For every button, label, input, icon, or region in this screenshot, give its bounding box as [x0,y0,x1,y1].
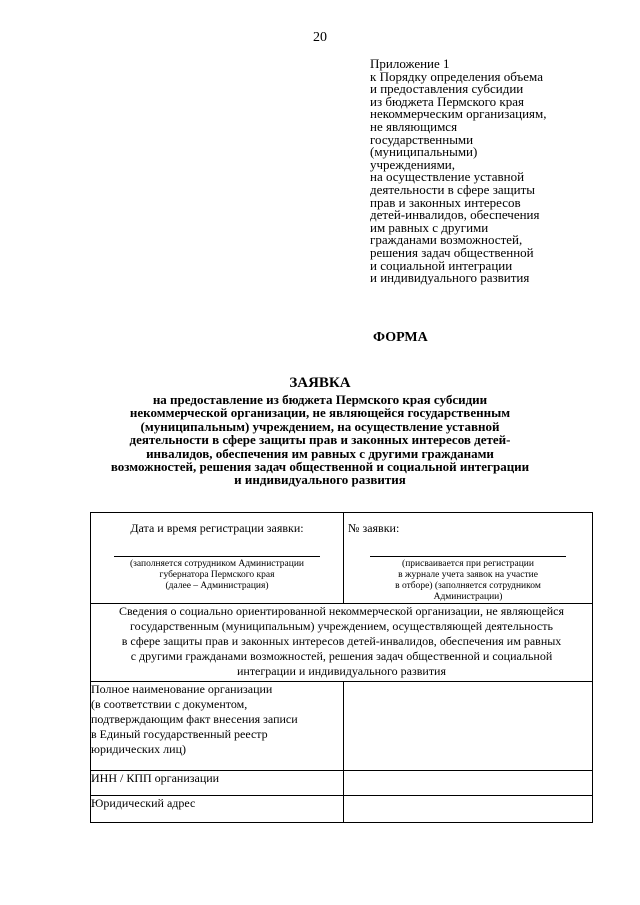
note-line: (присваивается при регистрации [402,559,534,569]
note-line: губернатора Пермского края [159,570,275,580]
subtitle-line: инвалидов, обеспечения им равных с другими гражданами [146,445,494,461]
info-line: с другими гражданами возможностей, решения задач общественной и социальной [130,649,553,663]
full-name-label-line: подтверждающим факт внесения записи [91,712,298,726]
full-name-label-line: в Единый государственный реестр [91,727,268,741]
note-line: в отборе) (заполняется сотрудником [395,581,541,591]
full-name-label-line: Полное наименование организации [91,682,273,696]
subtitle-line: на предоставление из бюджета Пермского края субсидии [152,392,488,407]
subtitle-line: некоммерческой организации, не являющейся государственным [129,405,511,421]
registration-date-cell [91,513,344,604]
appendix-line: некоммерческим организациям, [370,106,547,122]
registration-number-fill-line[interactable] [370,556,566,557]
full-name-value-field[interactable] [344,682,593,771]
appendix-line: детей-инвалидов, обеспечения [370,207,540,223]
note-line: (заполняется сотрудником Администрации [130,559,304,569]
info-line: государственным (муниципальным) учреждением, осуществляющей деятельность [130,619,553,633]
appendix-line: Приложение 1 [370,56,450,71]
subtitle-line: деятельности в сфере защиты прав и законных интересов детей- [129,432,511,448]
full-name-label-cell [91,682,344,771]
appendix-line: прав и законных интересов [370,194,521,210]
document-subtitle [70,393,570,487]
note-line: (далее – Администрация) [165,581,269,591]
inn-kpp-label: ИНН / КПП организации [91,771,344,796]
page-number: 20 [313,30,327,45]
note-line: в журнале учета заявок на участие [398,570,538,580]
appendix-line: не являющимся [370,118,458,134]
full-name-label-line: (в соответствии с документом, [91,697,248,711]
registration-number-cell [344,513,593,604]
appendix-header [370,58,630,285]
document-title: ЗАЯВКА [289,375,351,391]
application-form-table [90,512,593,823]
registration-date-fill-line[interactable] [114,556,320,557]
appendix-line: из бюджета Пермского края [370,93,525,109]
appendix-line: (муниципальными) [370,144,478,160]
info-line: Сведения о социально ориентированной некоммерческой организации, не являющейся [118,604,565,618]
registration-number-label: № заявки: [348,521,400,535]
legal-address-value-field[interactable] [344,796,593,823]
appendix-line: и социальной интеграции [370,257,513,273]
appendix-line: им равных с другими [370,219,489,235]
registration-date-label: Дата и время регистрации заявки: [130,521,304,535]
subtitle-line: и индивидуального развития [234,472,406,488]
appendix-line: учреждениями, [370,156,456,172]
appendix-line: государственными [370,131,474,147]
info-line: интеграции и индивидуального развития [236,664,447,678]
appendix-line: к Порядку определения объема [370,68,543,84]
full-name-label-line: юридических лиц) [91,742,186,756]
note-line: Администрации) [433,592,503,602]
inn-kpp-value-field[interactable] [344,771,593,796]
appendix-line: решения задач общественной [370,244,534,260]
subtitle-line: возможностей, решения задач общественной и социальной интеграции [110,459,530,475]
registration-number-note [344,559,592,603]
info-line: в сфере защиты прав и законных интересов детей-инвалидов, обеспечения им равных [121,634,562,648]
appendix-line: и индивидуального развития [370,270,530,286]
appendix-line: и предоставления субсидии [370,81,524,97]
form-label: ФОРМА [373,330,428,345]
appendix-line: деятельности в сфере защиты [370,181,535,197]
appendix-line: гражданами возможностей, [370,232,523,248]
subtitle-line: (муниципальным) учреждением, на осуществление уставной [140,418,500,434]
registration-date-note [91,559,343,592]
legal-address-label: Юридический адрес [91,796,344,823]
appendix-line: на осуществление уставной [370,169,525,185]
organization-info-heading [91,604,593,682]
